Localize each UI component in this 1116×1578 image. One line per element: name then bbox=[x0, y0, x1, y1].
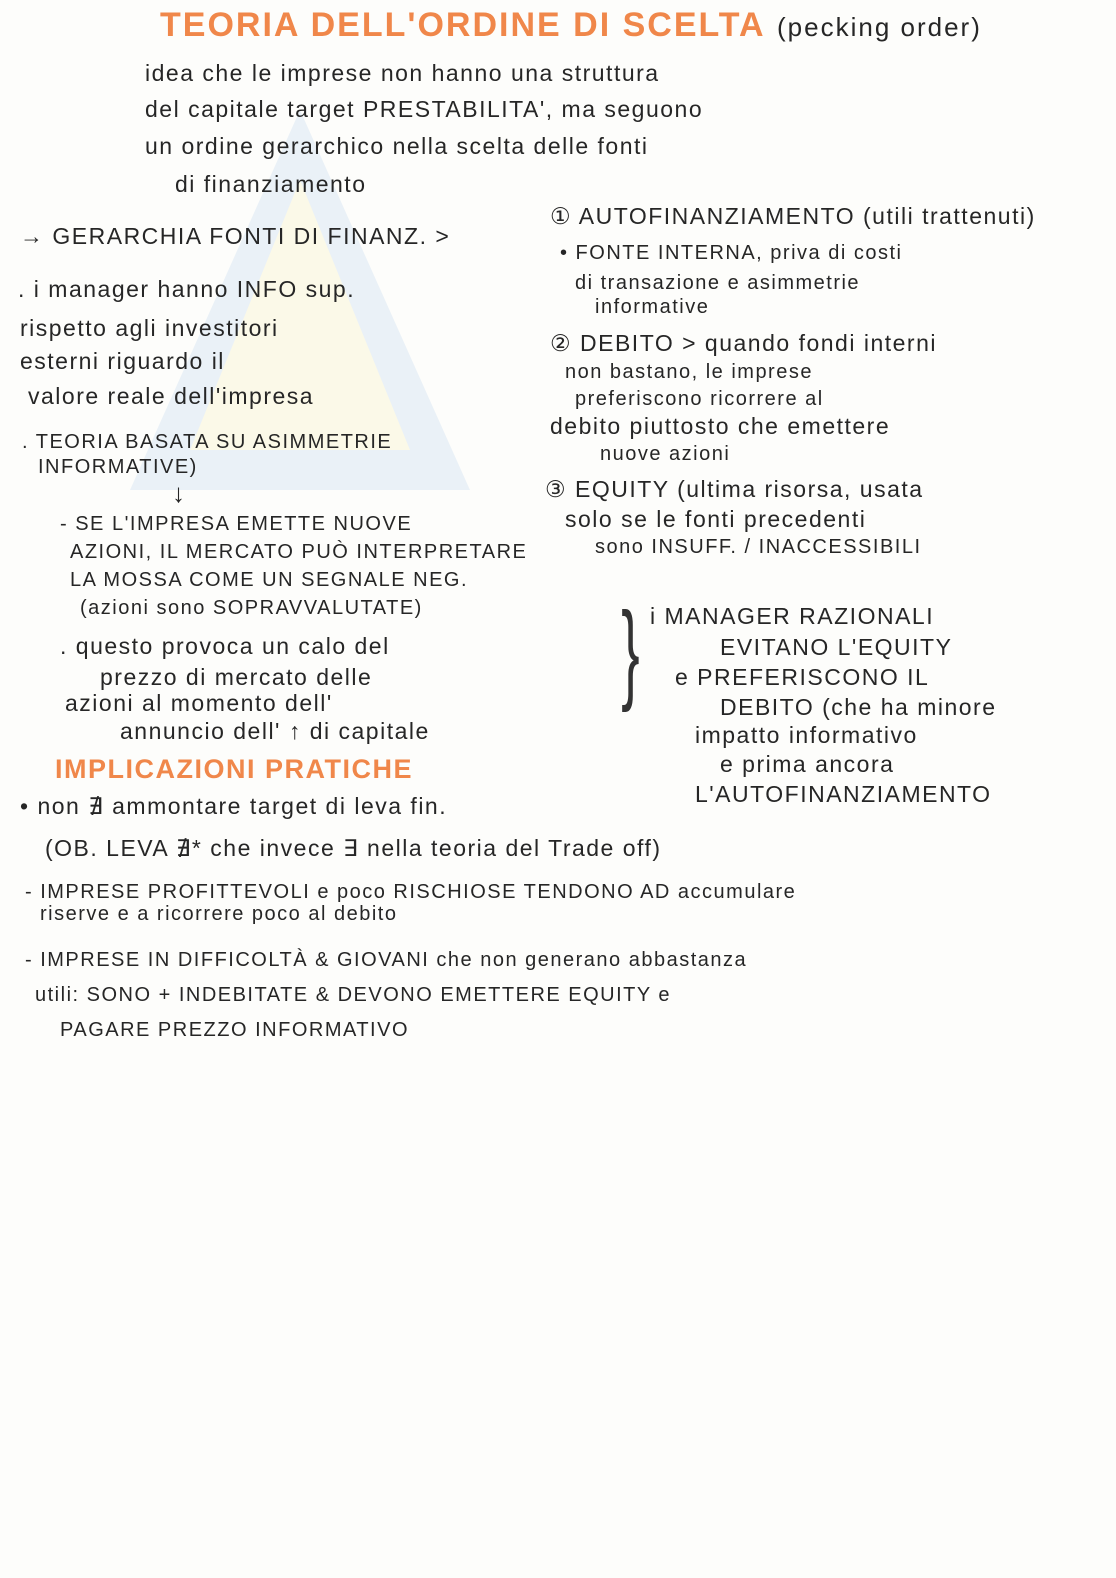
hierarchy-heading: → GERARCHIA FONTI DI FINANZ. > bbox=[20, 223, 451, 249]
hierarchy-line: nuove azioni bbox=[600, 443, 731, 465]
implication-line: riserve e a ricorrere poco al debito bbox=[40, 903, 398, 925]
arrow-down-icon: ↓ bbox=[172, 478, 185, 508]
note-line: . i manager hanno INFO sup. bbox=[18, 276, 356, 302]
note-line: rispetto agli investitori bbox=[20, 315, 279, 341]
hierarchy-line: solo se le fonti precedenti bbox=[565, 506, 867, 532]
intro-line: di finanziamento bbox=[175, 171, 367, 197]
signal-line: . questo provoca un calo del bbox=[60, 633, 390, 659]
hierarchy-line: ① AUTOFINANZIAMENTO (utili trattenuti) bbox=[550, 203, 1036, 229]
signal-line: annuncio dell' ↑ di capitale bbox=[120, 718, 430, 744]
note-line: INFORMATIVE) bbox=[38, 456, 198, 478]
manager-line: DEBITO (che ha minore bbox=[720, 694, 997, 720]
manager-line: i MANAGER RAZIONALI bbox=[650, 603, 935, 629]
page-title bbox=[160, 8, 982, 42]
manager-line: e prima ancora bbox=[720, 751, 895, 777]
hierarchy-line: informative bbox=[595, 296, 710, 318]
implication-line: - IMPRESE IN DIFFICOLTÀ & GIOVANI che non generano abbastanza bbox=[25, 949, 748, 971]
title-sub: (pecking order) bbox=[777, 12, 982, 42]
note-line: valore reale dell'impresa bbox=[28, 383, 315, 409]
hierarchy-line: debito piuttosto che emettere bbox=[550, 413, 891, 439]
signal-line: - SE L'IMPRESA EMETTE NUOVE bbox=[60, 513, 413, 535]
signal-line: azioni al momento dell' bbox=[65, 690, 333, 716]
implication-line: utili: SONO + INDEBITATE & DEVONO EMETTERE EQUITY e bbox=[35, 984, 672, 1006]
brace-icon: } bbox=[621, 590, 640, 713]
note-line: esterni riguardo il bbox=[20, 348, 225, 374]
hierarchy-line: ③ EQUITY (ultima risorsa, usata bbox=[545, 476, 924, 502]
implication-line: (OB. LEVA ∄* che invece ∃ nella teoria del Trade off) bbox=[45, 835, 662, 861]
implication-line: - IMPRESE PROFITTEVOLI e poco RISCHIOSE TENDONO AD accumulare bbox=[25, 881, 797, 903]
signal-line: LA MOSSA COME UN SEGNALE NEG. bbox=[70, 569, 469, 591]
hierarchy-line: di transazione e asimmetrie bbox=[575, 272, 861, 294]
manager-line: e PREFERISCONO IL bbox=[675, 664, 930, 690]
signal-line: prezzo di mercato delle bbox=[100, 664, 373, 690]
hierarchy-line: non bastano, le imprese bbox=[565, 361, 813, 383]
signal-line: AZIONI, IL MERCATO PUÒ INTERPRETARE bbox=[70, 541, 528, 563]
note-line: . TEORIA BASATA SU ASIMMETRIE bbox=[22, 431, 393, 453]
intro-line: del capitale target PRESTABILITA', ma seguono bbox=[145, 96, 704, 122]
hierarchy-line: ② DEBITO > quando fondi interni bbox=[550, 330, 937, 356]
intro-line: un ordine gerarchico nella scelta delle fonti bbox=[145, 133, 649, 159]
hierarchy-line: • FONTE INTERNA, priva di costi bbox=[560, 242, 903, 264]
title-main: TEORIA DELL'ORDINE DI SCELTA bbox=[160, 6, 766, 44]
implication-line: • non ∄ ammontare target di leva fin. bbox=[20, 793, 448, 819]
implications-heading: IMPLICAZIONI PRATICHE bbox=[55, 754, 413, 784]
manager-line: L'AUTOFINANZIAMENTO bbox=[695, 781, 992, 807]
signal-line: (azioni sono SOPRAVVALUTATE) bbox=[80, 597, 423, 619]
hierarchy-line: preferiscono ricorrere al bbox=[575, 388, 824, 410]
hierarchy-line: sono INSUFF. / INACCESSIBILI bbox=[595, 536, 922, 558]
manager-line: impatto informativo bbox=[695, 722, 918, 748]
intro-line: idea che le imprese non hanno una struttura bbox=[145, 60, 660, 86]
implication-line: PAGARE PREZZO INFORMATIVO bbox=[60, 1019, 410, 1041]
manager-line: EVITANO L'EQUITY bbox=[720, 634, 953, 660]
